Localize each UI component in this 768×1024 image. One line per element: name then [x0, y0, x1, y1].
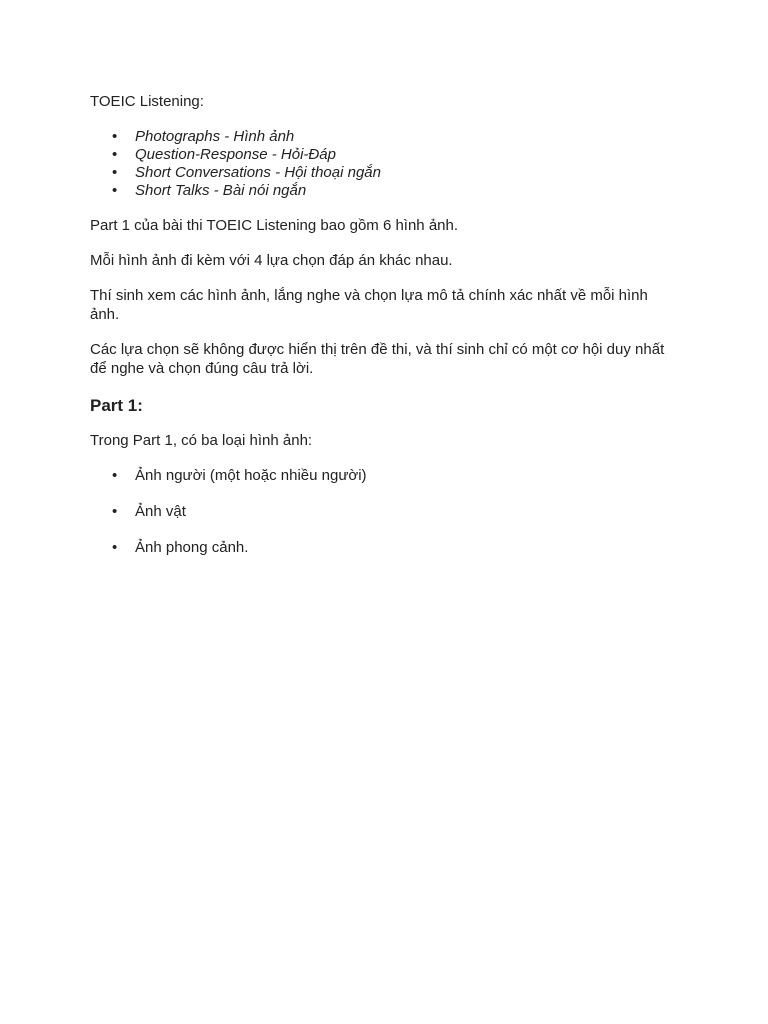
section-list — [90, 127, 680, 199]
part-intro: Trong Part 1, có ba loại hình ảnh: — [90, 432, 313, 449]
image-type-list — [90, 466, 680, 557]
list-item: • Question-Response - Hỏi-Đáp — [135, 145, 680, 163]
document-page — [90, 92, 680, 574]
paragraph: Các lựa chọn sẽ không được hiển thị trên đề thi, và thí sinh chỉ có một cơ hội duy nhất để nghe và chọn đúng câu trả lời. — [90, 341, 665, 377]
list-item: • Ảnh người (một hoặc nhiều người) — [135, 466, 680, 485]
intro-title: TOEIC Listening: — [90, 93, 204, 110]
list-item: • Ảnh phong cảnh. — [135, 538, 680, 557]
list-item: • Ảnh vật — [135, 502, 680, 521]
list-item: • Short Conversations - Hội thoại ngắn — [135, 163, 680, 181]
list-item: • Photographs - Hình ảnh — [135, 127, 680, 145]
paragraph: Part 1 của bài thi TOEIC Listening bao gồm 6 hình ảnh. — [90, 217, 459, 234]
paragraph: Mỗi hình ảnh đi kèm với 4 lựa chọn đáp án khác nhau. — [90, 252, 453, 269]
part-heading: Part 1: — [90, 396, 143, 415]
paragraph: Thí sinh xem các hình ảnh, lắng nghe và chọn lựa mô tả chính xác nhất về mỗi hình ảnh. — [90, 287, 648, 323]
list-item: • Short Talks - Bài nói ngắn — [135, 181, 680, 199]
